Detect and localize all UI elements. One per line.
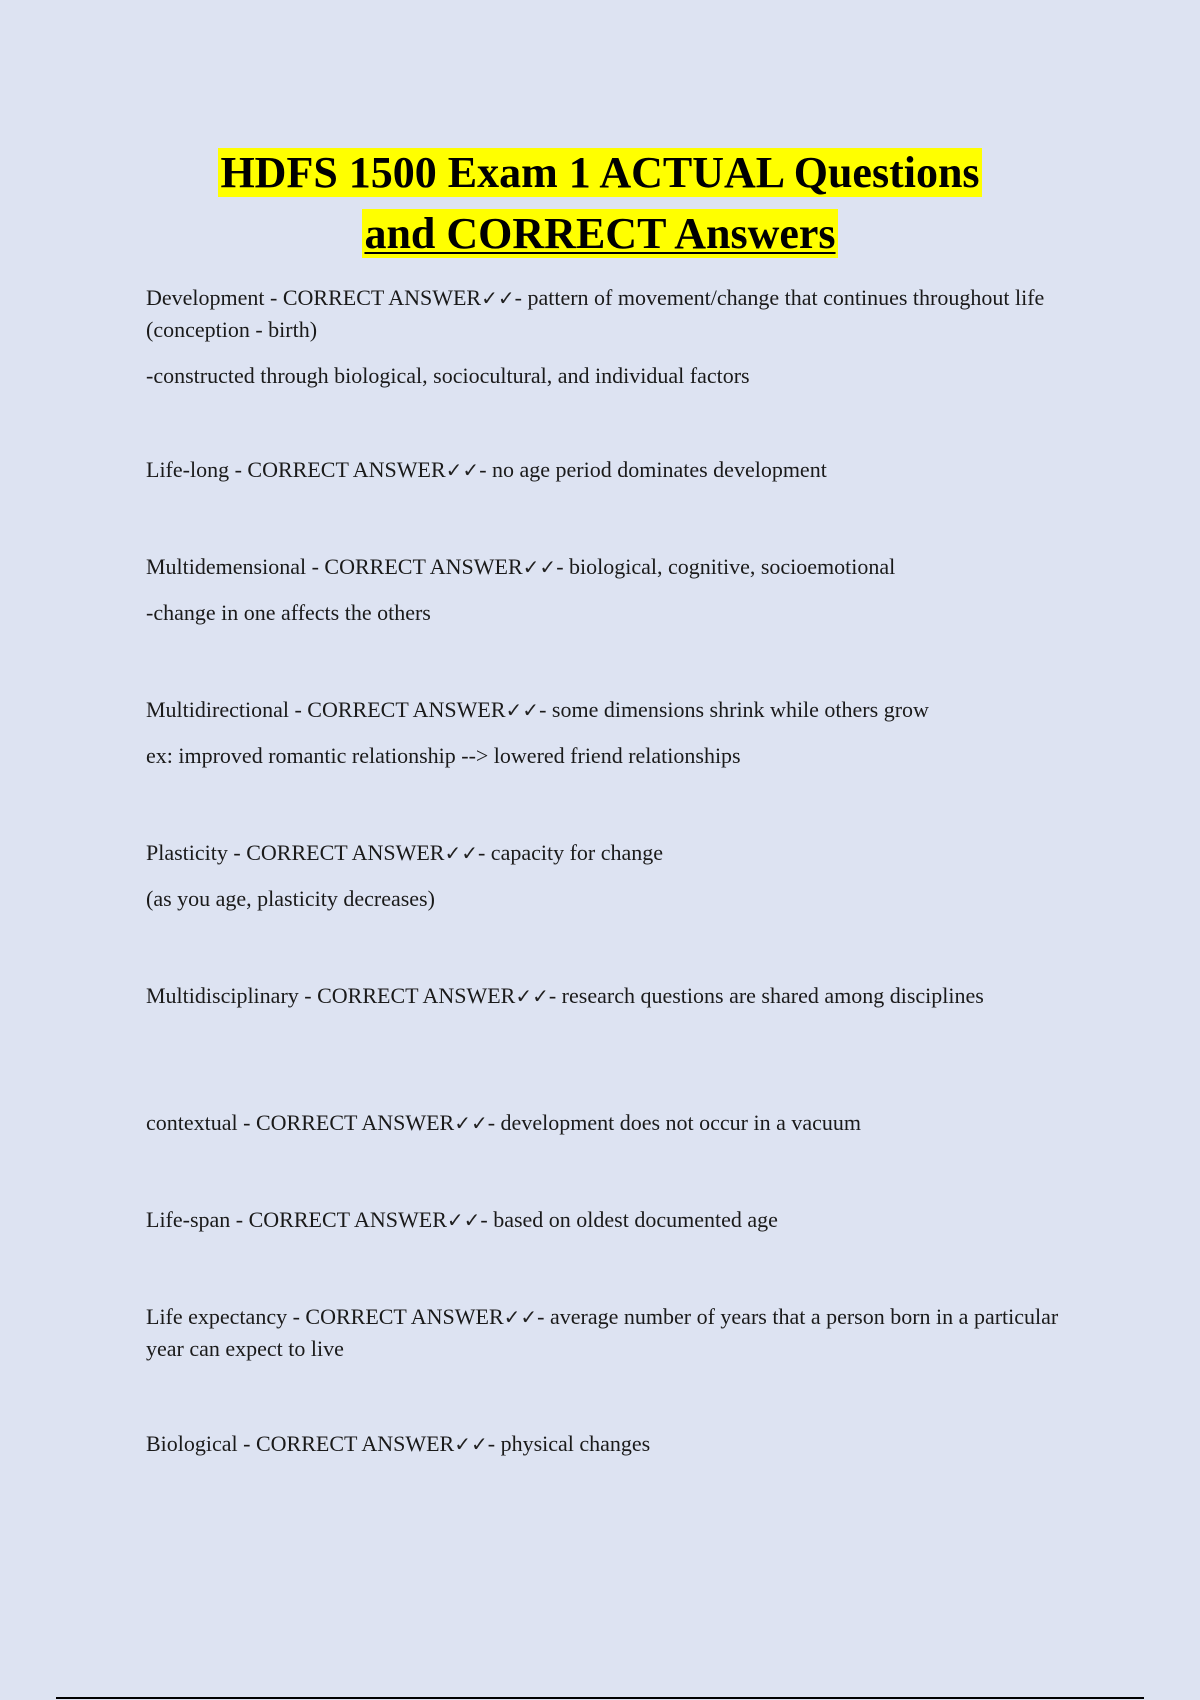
entry-definition: - research questions are shared among disciplines xyxy=(548,983,984,1008)
correct-answer-label: CORRECT ANSWER xyxy=(255,1110,455,1135)
qa-entry-main xyxy=(146,282,1066,346)
entry-definition: - development does not occur in a vacuum xyxy=(487,1110,862,1135)
qa-entry-main xyxy=(146,1107,1066,1139)
qa-entry-main xyxy=(146,980,1066,1012)
double-check-icon: ✓✓ xyxy=(522,555,557,579)
double-check-icon: ✓✓ xyxy=(505,698,540,722)
correct-answer-label: CORRECT ANSWER xyxy=(305,1304,504,1329)
entry-note: -constructed through biological, sociocultural, and individual factors xyxy=(146,363,750,388)
correct-answer-label: CORRECT ANSWER xyxy=(246,840,445,865)
entry-separator: - xyxy=(306,554,325,579)
entry-definition: - biological, cognitive, socioemotional xyxy=(556,554,896,579)
entry-separator: - xyxy=(298,983,318,1008)
entry-term: contextual xyxy=(146,1110,238,1135)
entry-term: Multidemensional xyxy=(146,554,307,579)
correct-answer-label: CORRECT ANSWER xyxy=(282,285,482,310)
entry-note: (as you age, plasticity decreases) xyxy=(146,886,435,911)
correct-answer-label: CORRECT ANSWER xyxy=(307,697,506,722)
entry-definition: - capacity for change xyxy=(477,840,664,865)
qa-entry xyxy=(146,1107,1066,1139)
double-check-icon: ✓✓ xyxy=(454,1432,488,1456)
double-check-icon: ✓✓ xyxy=(445,458,480,482)
correct-answer-label: CORRECT ANSWER xyxy=(248,1207,447,1232)
correct-answer-label: CORRECT ANSWER xyxy=(317,983,516,1008)
qa-entry-main xyxy=(146,1301,1066,1365)
qa-entry-main xyxy=(146,1204,1066,1236)
qa-entry xyxy=(146,1204,1066,1236)
double-check-icon: ✓✓ xyxy=(446,1208,481,1232)
double-check-icon: ✓✓ xyxy=(481,286,515,310)
qa-entry xyxy=(146,694,1066,772)
entry-definition: - some dimensions shrink while others grow xyxy=(539,697,929,722)
entry-separator: - xyxy=(230,1207,249,1232)
double-check-icon: ✓✓ xyxy=(444,841,478,865)
entry-separator: - xyxy=(227,840,247,865)
page-divider xyxy=(56,1697,1144,1699)
qa-entry xyxy=(146,1428,1066,1460)
entry-note: ex: improved romantic relationship --> lowered friend relationships xyxy=(146,743,741,768)
double-check-icon: ✓✓ xyxy=(515,984,549,1008)
entry-separator: - xyxy=(237,1110,256,1135)
entry-separator: - xyxy=(288,697,308,722)
entry-separator: - xyxy=(237,1431,256,1456)
correct-answer-label: CORRECT ANSWER xyxy=(324,554,523,579)
entry-definition: - average number of years that a person born in a particular year can expect to live xyxy=(146,1304,1059,1361)
title-line-2: and CORRECT Answers xyxy=(364,209,836,258)
qa-entry xyxy=(146,837,1066,915)
entry-term: Multidisciplinary xyxy=(146,983,299,1008)
entry-term: Development xyxy=(146,285,265,310)
qa-entry xyxy=(146,980,1066,1012)
double-check-icon: ✓✓ xyxy=(454,1111,488,1135)
qa-entry-main xyxy=(146,1428,1066,1460)
correct-answer-label: CORRECT ANSWER xyxy=(247,457,446,482)
document-title xyxy=(0,142,1200,264)
entry-note: -change in one affects the others xyxy=(146,600,431,625)
entry-term: Plasticity xyxy=(146,840,228,865)
entry-definition: - based on oldest documented age xyxy=(480,1207,778,1232)
entry-definition: - pattern of movement/change that continues throughout life (conception - birth) xyxy=(146,285,1045,342)
entry-term: Life-span xyxy=(146,1207,231,1232)
qa-entry xyxy=(146,551,1066,629)
qa-entry-main xyxy=(146,551,1066,583)
qa-entry-main xyxy=(146,694,1066,726)
qa-entry xyxy=(146,282,1066,392)
entry-term: Life expectancy xyxy=(146,1304,288,1329)
qa-entry xyxy=(146,1301,1066,1365)
qa-entry-main xyxy=(146,837,1066,869)
entry-separator: - xyxy=(287,1304,306,1329)
entry-definition: - no age period dominates development xyxy=(479,457,827,482)
entry-definition: - physical changes xyxy=(487,1431,651,1456)
qa-entry xyxy=(146,454,1066,486)
correct-answer-label: CORRECT ANSWER xyxy=(255,1431,455,1456)
entry-term: Biological xyxy=(146,1431,238,1456)
double-check-icon: ✓✓ xyxy=(503,1305,538,1329)
entry-separator: - xyxy=(264,285,283,310)
entry-separator: - xyxy=(229,457,248,482)
entry-term: Multidirectional xyxy=(146,697,289,722)
qa-entry-main xyxy=(146,454,1066,486)
title-line-1: HDFS 1500 Exam 1 ACTUAL Questions xyxy=(220,148,980,197)
entry-term: Life-long xyxy=(146,457,230,482)
